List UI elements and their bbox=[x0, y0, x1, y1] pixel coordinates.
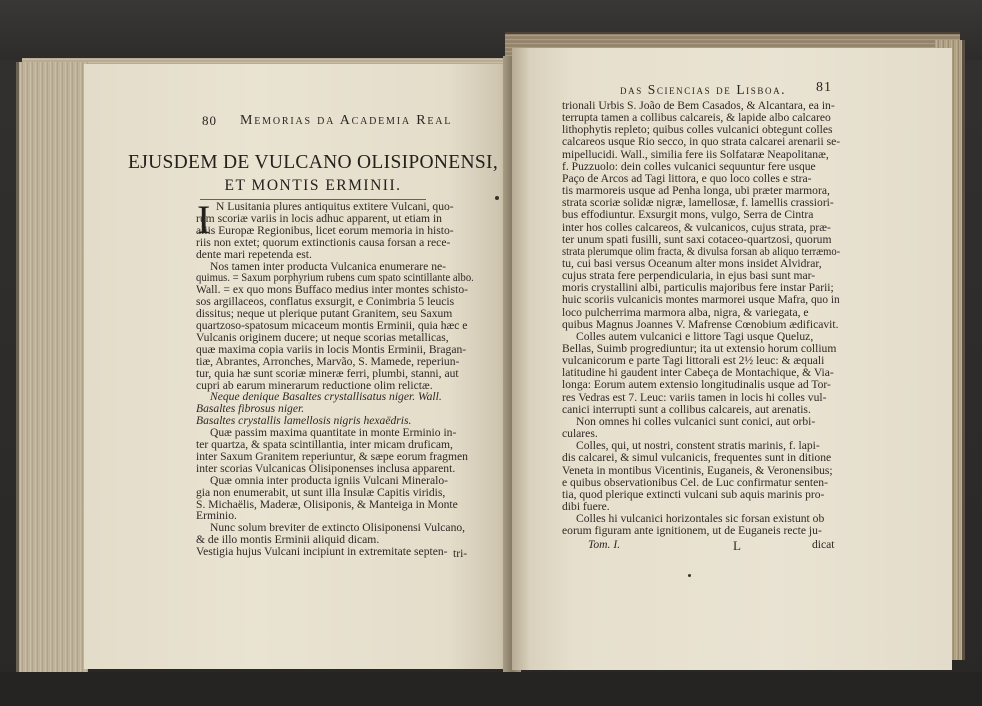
ink-spot-right bbox=[688, 574, 691, 577]
right-running-head: das Sciencias de Lisboa. bbox=[620, 82, 787, 97]
body-line: Quæ passim maxima quantitate in monte Erminio in- bbox=[210, 426, 457, 440]
body-line: tiæ, Abrantes, Arronches, Marvão, S. Mamede, reperiun- bbox=[196, 354, 460, 368]
body-line: tur, quia hæ sunt scoriæ mineræ ferri, plumbi, stanni, aut bbox=[196, 366, 459, 380]
backdrop-bottom bbox=[0, 672, 982, 706]
body-line: dente mari repetenda est. bbox=[196, 247, 312, 261]
right-catchword: dicat bbox=[812, 538, 835, 551]
body-line: cupri ab earum minerarum reductione olim relictæ. bbox=[196, 378, 433, 392]
body-line: Paço de Arcos ad Tagi littora, e quo loco colles e stra- bbox=[562, 171, 812, 185]
body-line: ter unum spati fusilli, sunt saxi cotaceo-quartzosi, quorum bbox=[562, 232, 832, 246]
body-line: e quibus observationibus Cel. de Luc confirmatur senten- bbox=[562, 475, 828, 489]
body-line: cujus strata fere perpendicularia, in ejus basi sunt mar- bbox=[562, 269, 816, 283]
body-line: Wall. = ex quo mons Buffaco medius inter montes schisto- bbox=[196, 283, 469, 297]
body-line: ter quartza, & spata scintillantia, inter micam druficam, bbox=[196, 438, 453, 451]
body-line: quibus Magnus Joannes V. Mafrense Cœnobium ædificavit. bbox=[562, 317, 839, 331]
body-line: quæ maxima copia variis in locis Montis Erminii, Bragan- bbox=[196, 342, 467, 356]
body-line: & de illo montis Erminii aliquid dicam. bbox=[196, 533, 380, 547]
body-line: Colles hi vulcanici horizontales sic forsan existunt ob bbox=[576, 512, 825, 526]
body-line: Vulcanis originem ducere; ut neque scorias metallicas, bbox=[196, 330, 449, 344]
body-line: tis marmoreis usque ad Penha longa, ubi præter marmora, bbox=[562, 184, 830, 198]
body-line: inter scorias Vulcanicas Olisiponenses inclusa apparent. bbox=[196, 461, 456, 475]
body-line: res Vedras est 7. Leuc: variis tamen in locis hi colles vul- bbox=[562, 390, 827, 404]
body-line: Basaltes crystallis lamellosis nigris hexaëdris. bbox=[196, 414, 412, 428]
body-line: canici interrupti sunt a collibus calcareis, aut arenatis. bbox=[562, 402, 811, 416]
body-line: tia, quod plerique extincti vulcani sub aquis marinis pro- bbox=[562, 487, 825, 501]
body-line: quimus. = Saxum porphyrium rubens cum spato scintillante albo. bbox=[196, 271, 474, 285]
body-line: aliis Europæ Regionibus, licet eorum memoria in histo- bbox=[196, 223, 454, 237]
body-line: Basaltes fibrosus niger. bbox=[196, 402, 305, 416]
left-page-number: 80 bbox=[202, 113, 217, 128]
body-line: Erminio. bbox=[196, 509, 237, 523]
drop-cap: I bbox=[197, 197, 211, 242]
signature-letter: L bbox=[733, 538, 741, 553]
body-line: Colles, qui, ut nostri, constent stratis marinis, f. lapi- bbox=[576, 439, 820, 453]
body-line: strata scoriæ solidæ nigræ, lamellosæ, f. lamellis crassiori- bbox=[562, 196, 834, 210]
body-line: riis non extet; quorum extinctionis causa forsan a rece- bbox=[196, 235, 451, 249]
page-edges-left bbox=[16, 62, 88, 672]
body-line: huic scoriis vulcanicis montes marmorei usque Mafra, quo in bbox=[562, 293, 840, 307]
body-line: Quæ omnia inter producta igniis Vulcani Mineralo- bbox=[210, 473, 448, 487]
body-line: moris crystallini albi, particulis majoribus fere instar Parii; bbox=[562, 281, 834, 295]
ink-spot bbox=[495, 196, 499, 200]
body-line: tu, cui basi versus Oceanum alter mons insidet Alvidrar, bbox=[562, 256, 822, 270]
body-line: Colles autem vulcanici e littore Tagi usque Queluz, bbox=[576, 329, 814, 343]
body-line: terrupta tamen a collibus calcareis, & lapide albo calcareo bbox=[562, 111, 831, 125]
left-catchword: tri- bbox=[453, 547, 468, 560]
right-page-number: 81 bbox=[816, 80, 832, 95]
body-line: dibi fuere. bbox=[562, 499, 610, 513]
body-line: dissitus; neque ut plerique putant Granitem, seu Saxum bbox=[196, 307, 453, 321]
body-line: S. Michaëlis, Maderæ, Olisiponis, & Manteiga in Monte bbox=[196, 497, 458, 511]
body-line: mipellucidi. Wall., similia fere iis Solfataræ Neapolitanæ, bbox=[562, 147, 829, 161]
body-line: longa: Eorum autem extensio longitudinalis usque ad Tor- bbox=[562, 378, 831, 392]
body-line: rum scoriæ variis in locis adhuc apparent, ut etiam in bbox=[196, 211, 442, 225]
body-line: lithophytis repleto; quibus colles vulcanici obtegunt colles bbox=[562, 123, 833, 137]
body-line: inter Saxum Granitem reperiuntur, & sæpe eorum fragmen bbox=[196, 449, 468, 463]
body-line: gia non enumerabit, ut sunt illa Insulæ Capitis viridis, bbox=[196, 485, 446, 499]
left-running-head: Memorias da Academia Real bbox=[240, 113, 453, 128]
body-line: sos argillaceos, conflatus exsurgit, e Conimbria 5 leucis bbox=[196, 295, 455, 309]
body-line: dis calcarei, & simul vulcanicis, frequentes sunt in ditione bbox=[562, 451, 832, 465]
body-line: calcareos usque Rio secco, in quo strata calcarei arenarii se- bbox=[562, 135, 841, 149]
article-title: EJUSDEM DE VULCANO OLISIPONENSI, bbox=[128, 152, 498, 173]
body-line: Veneta in montibus Vicentinis, Euganeis, & Veronensibus; bbox=[562, 463, 833, 477]
body-line: eorum figuram ante ignitionem, ut de Euganeis recte ju- bbox=[562, 524, 822, 538]
body-line: culares. bbox=[562, 427, 598, 441]
body-line: N Lusitania plures antiquitus extitere Vulcani, quo- bbox=[216, 200, 454, 213]
body-line: trionali Urbis S. João de Bem Casados, & Alcantara, ea in- bbox=[562, 99, 835, 112]
body-line: inter hos colles calcareos, & vulcanicos, cujus strata, præ- bbox=[562, 220, 831, 234]
article-subtitle: ET MONTIS ERMINII. bbox=[224, 177, 402, 194]
body-line: bus effodiuntur. Exsurgit mons, vulgo, Serra de Cintra bbox=[562, 208, 814, 222]
body-line: Vestigia hujus Vulcani incipiunt in extremitate septen- bbox=[196, 545, 448, 559]
body-line: Nunc solum breviter de extincto Olisiponensi Vulcano, bbox=[210, 521, 466, 535]
body-line: quartzoso-spatosum micaceum montis Erminii, quia hæc e bbox=[196, 319, 468, 332]
body-line: strata plerumque olim fracta, & divulsa forsan ab aliquo terræmo- bbox=[562, 244, 841, 258]
body-line: Non omnes hi colles vulcanici sunt conici, aut orbi- bbox=[576, 414, 816, 428]
body-line: Nos tamen inter producta Vulcanica enumerare ne- bbox=[210, 259, 447, 273]
signature-volume: Tom. I. bbox=[588, 538, 621, 551]
body-line: Bellas, Suimb progrediuntur; ita ut extensio horum collium bbox=[562, 342, 837, 355]
body-line: loco pulcherrima marmora alba, nigra, & variegata, e bbox=[562, 305, 809, 319]
body-line: f. Puzzuolo: dein colles vulcanici sequuntur fere usque bbox=[562, 159, 816, 173]
body-line: vulcanicorum e parte Tagi littorali est 2½ leuc: & æquali bbox=[562, 354, 825, 368]
body-line: latitudine hi gaudent inter Cabeça de Montachique, & Via- bbox=[562, 366, 834, 380]
body-line: Neque denique Basaltes crystallisatus niger. Wall. bbox=[210, 390, 442, 404]
